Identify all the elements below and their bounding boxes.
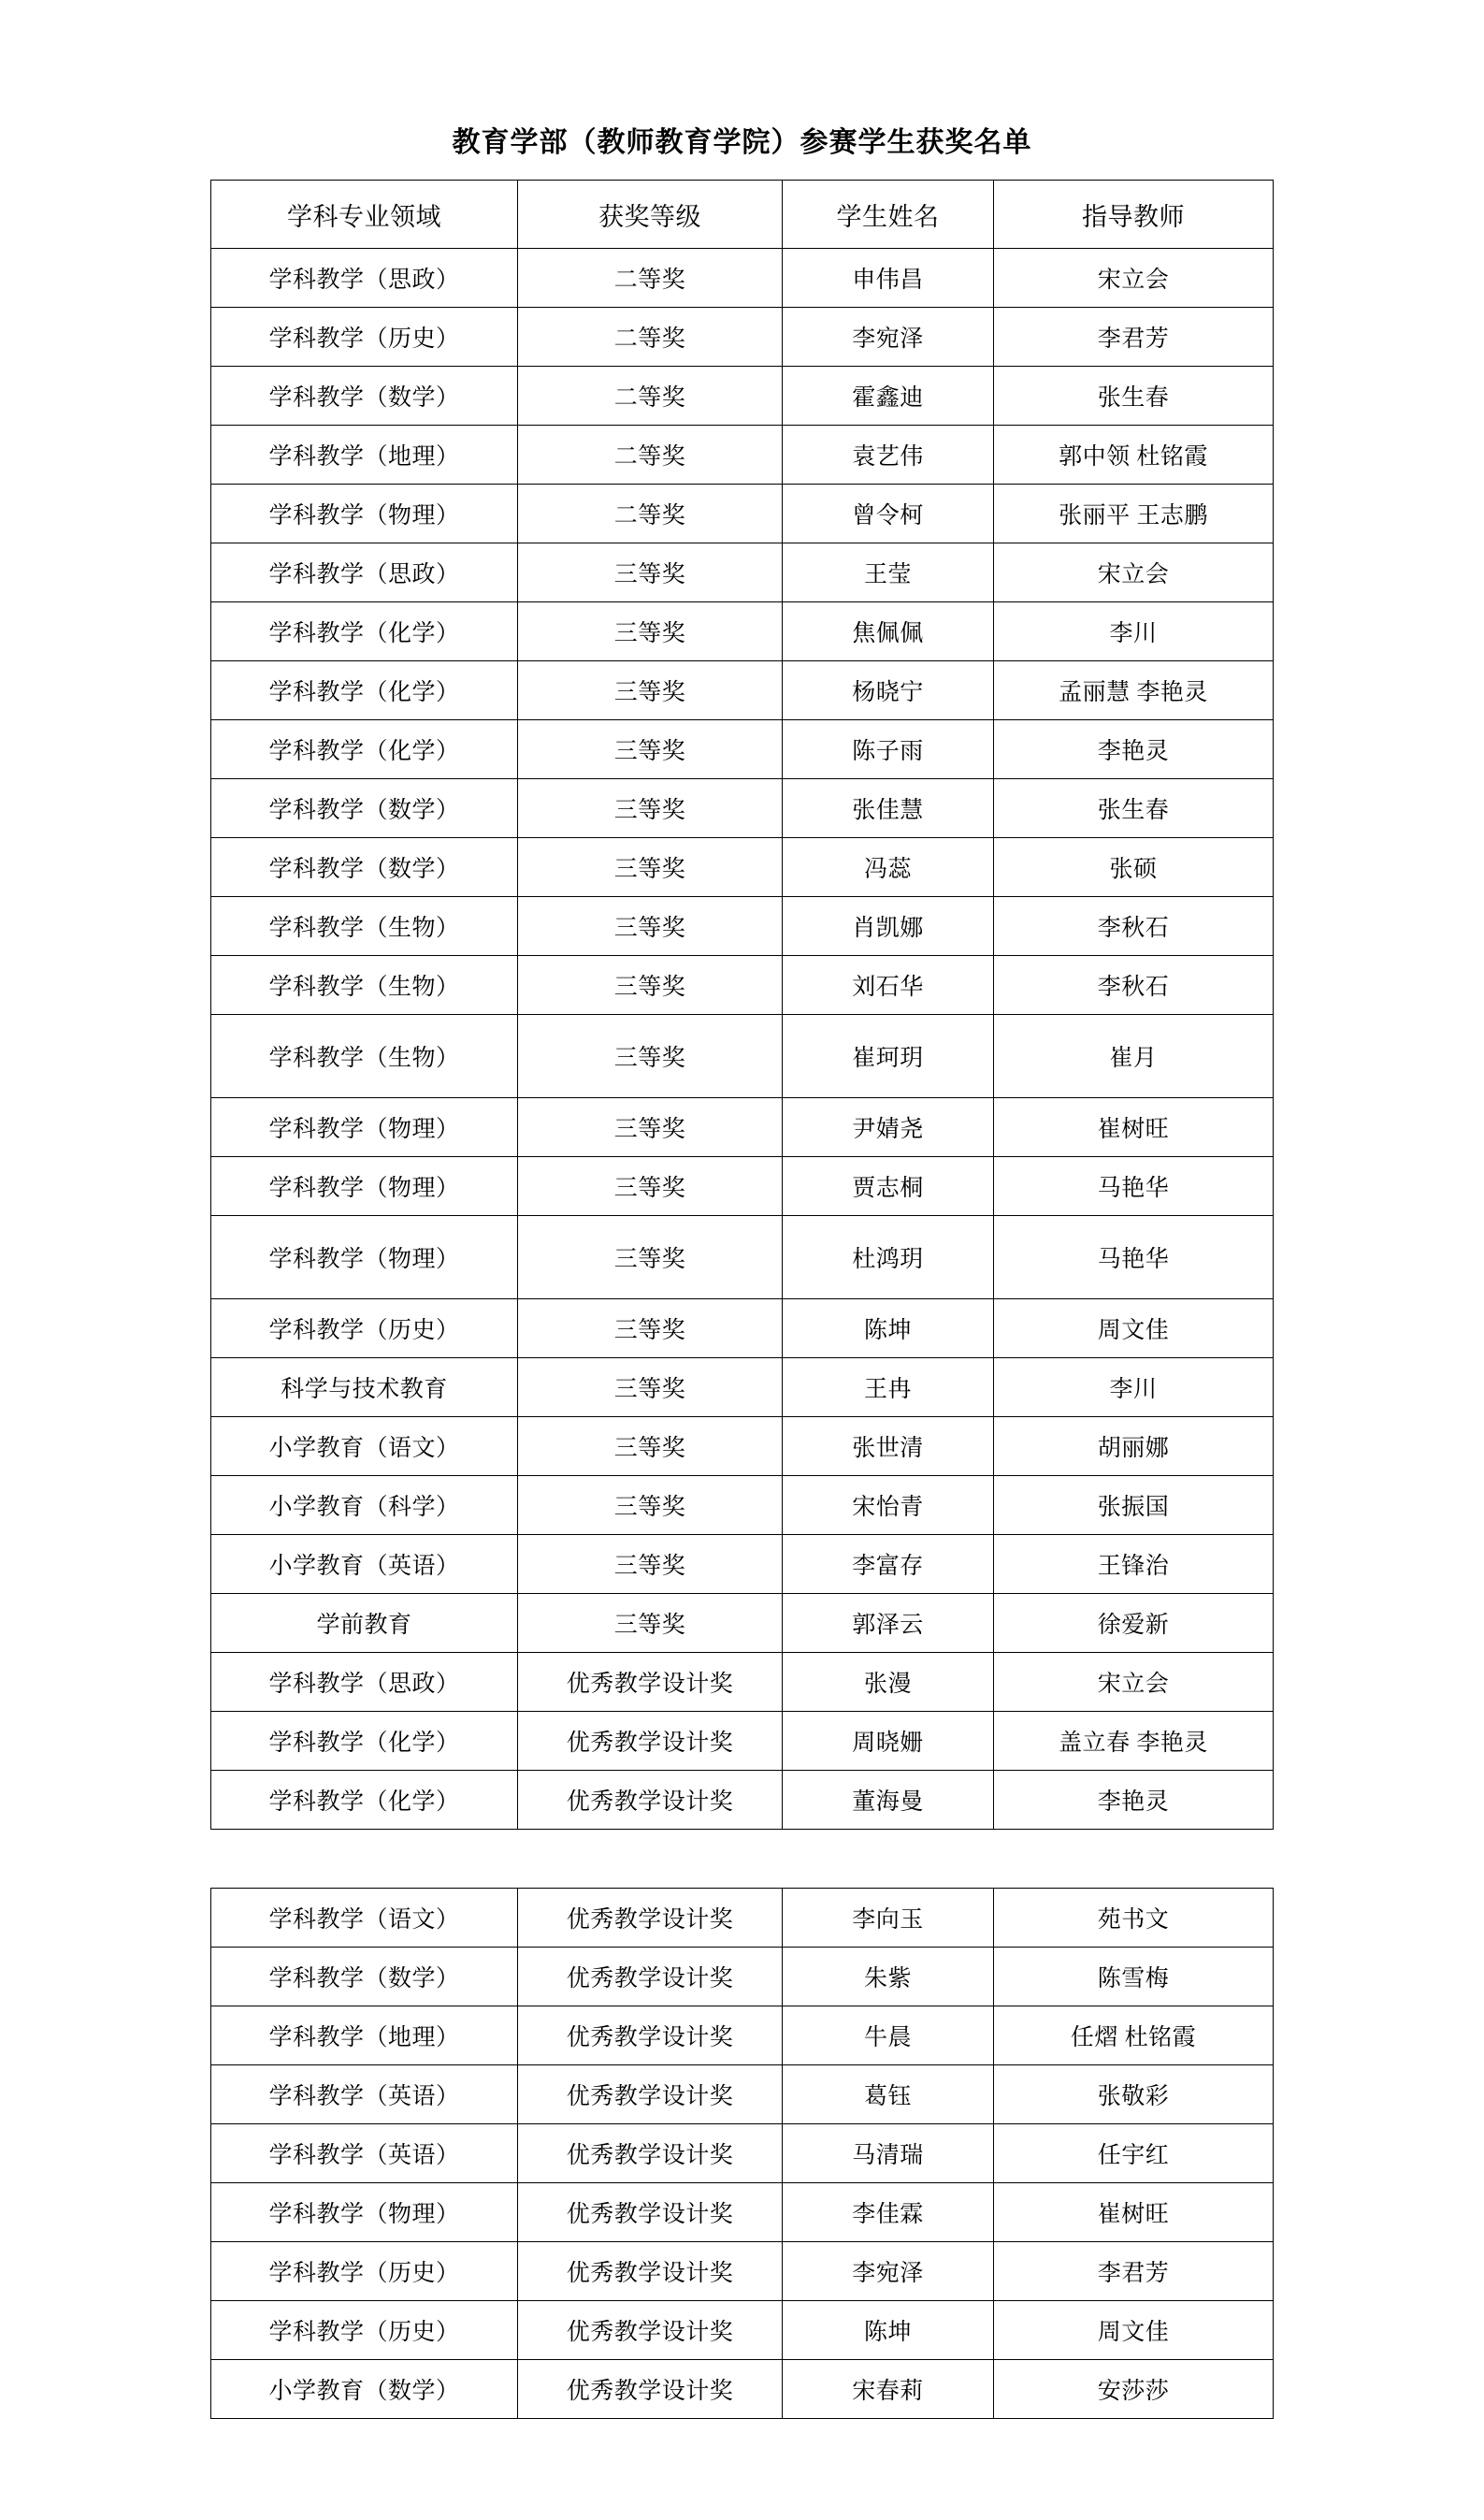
- cell-advisor: 崔树旺: [994, 1098, 1274, 1157]
- cell-student-name: 陈子雨: [783, 720, 994, 779]
- cell-student-name: 霍鑫迪: [783, 367, 994, 426]
- column-header-award-level: 获奖等级: [518, 181, 783, 249]
- cell-student-name: 崔珂玥: [783, 1015, 994, 1098]
- cell-advisor: 张丽平 王志鹏: [994, 485, 1274, 543]
- cell-student-name: 李宛泽: [783, 2242, 994, 2301]
- cell-student-name: 宋春莉: [783, 2360, 994, 2419]
- cell-advisor: 李艳灵: [994, 1771, 1274, 1830]
- cell-award-level: 优秀教学设计奖: [518, 2301, 783, 2360]
- table-row: [211, 1712, 1274, 1771]
- cell-student-name: 申伟昌: [783, 249, 994, 308]
- cell-advisor: 张生春: [994, 779, 1274, 838]
- table-row: [211, 1157, 1274, 1216]
- cell-award-level: 优秀教学设计奖: [518, 2006, 783, 2065]
- cell-student-name: 贾志桐: [783, 1157, 994, 1216]
- cell-student-name: 马清瑞: [783, 2124, 994, 2183]
- cell-advisor: 宋立会: [994, 1653, 1274, 1712]
- cell-award-level: 优秀教学设计奖: [518, 1948, 783, 2006]
- cell-student-name: 张漫: [783, 1653, 994, 1712]
- cell-award-level: 三等奖: [518, 1535, 783, 1594]
- cell-award-level: 优秀教学设计奖: [518, 2124, 783, 2183]
- cell-field: 学科教学（物理）: [211, 2183, 518, 2242]
- cell-field: 学科教学（化学）: [211, 720, 518, 779]
- cell-field: 学科教学（思政）: [211, 249, 518, 308]
- table-row: [211, 2183, 1274, 2242]
- cell-student-name: 刘石华: [783, 956, 994, 1015]
- cell-award-level: 三等奖: [518, 838, 783, 897]
- cell-award-level: 三等奖: [518, 1098, 783, 1157]
- cell-field: 学前教育: [211, 1594, 518, 1653]
- table-row: [211, 1889, 1274, 1948]
- cell-award-level: 三等奖: [518, 1216, 783, 1299]
- cell-advisor: 李川: [994, 1358, 1274, 1417]
- cell-award-level: 优秀教学设计奖: [518, 2242, 783, 2301]
- award-table: [210, 180, 1274, 2419]
- cell-advisor: 周文佳: [994, 1299, 1274, 1358]
- cell-award-level: 三等奖: [518, 1358, 783, 1417]
- cell-field: 学科教学（物理）: [211, 1216, 518, 1299]
- cell-advisor: 孟丽慧 李艳灵: [994, 661, 1274, 720]
- cell-field: 学科教学（英语）: [211, 2124, 518, 2183]
- cell-advisor: 张敬彩: [994, 2065, 1274, 2124]
- cell-student-name: 张佳慧: [783, 779, 994, 838]
- cell-award-level: 优秀教学设计奖: [518, 1712, 783, 1771]
- cell-field: 学科教学（化学）: [211, 602, 518, 661]
- table-body: [211, 249, 1274, 2419]
- cell-advisor: 任宇红: [994, 2124, 1274, 2183]
- table-row: [211, 1535, 1274, 1594]
- cell-field: 学科教学（生物）: [211, 956, 518, 1015]
- cell-field: 学科教学（数学）: [211, 779, 518, 838]
- cell-student-name: 朱紫: [783, 1948, 994, 2006]
- cell-student-name: 肖凯娜: [783, 897, 994, 956]
- cell-student-name: 宋怡青: [783, 1476, 994, 1535]
- cell-award-level: 三等奖: [518, 1476, 783, 1535]
- cell-award-level: 三等奖: [518, 720, 783, 779]
- cell-field: 学科教学（思政）: [211, 543, 518, 602]
- table-row: [211, 2065, 1274, 2124]
- cell-advisor: 李君芳: [994, 308, 1274, 367]
- cell-field: 学科教学（英语）: [211, 2065, 518, 2124]
- cell-student-name: 王莹: [783, 543, 994, 602]
- cell-student-name: 尹婧尧: [783, 1098, 994, 1157]
- cell-advisor: 陈雪梅: [994, 1948, 1274, 2006]
- table-row: [211, 1476, 1274, 1535]
- cell-award-level: 二等奖: [518, 367, 783, 426]
- cell-student-name: 杨晓宁: [783, 661, 994, 720]
- table-row: [211, 485, 1274, 543]
- cell-student-name: 郭泽云: [783, 1594, 994, 1653]
- table-row: [211, 1358, 1274, 1417]
- cell-student-name: 曾令柯: [783, 485, 994, 543]
- cell-advisor: 徐爱新: [994, 1594, 1274, 1653]
- table-row: [211, 426, 1274, 485]
- table-row: [211, 897, 1274, 956]
- table-row: [211, 720, 1274, 779]
- cell-award-level: 二等奖: [518, 249, 783, 308]
- cell-advisor: 李秋石: [994, 956, 1274, 1015]
- cell-field: 学科教学（物理）: [211, 1157, 518, 1216]
- table-row: [211, 543, 1274, 602]
- cell-advisor: 李川: [994, 602, 1274, 661]
- cell-advisor: 王锋治: [994, 1535, 1274, 1594]
- cell-award-level: 三等奖: [518, 602, 783, 661]
- cell-advisor: 李艳灵: [994, 720, 1274, 779]
- cell-award-level: 优秀教学设计奖: [518, 1889, 783, 1948]
- table-header: [211, 181, 1274, 249]
- cell-student-name: 杜鸿玥: [783, 1216, 994, 1299]
- cell-student-name: 王冉: [783, 1358, 994, 1417]
- cell-advisor: 崔月: [994, 1015, 1274, 1098]
- cell-advisor: 马艳华: [994, 1157, 1274, 1216]
- cell-award-level: 二等奖: [518, 426, 783, 485]
- cell-award-level: 优秀教学设计奖: [518, 2065, 783, 2124]
- cell-advisor: 李君芳: [994, 2242, 1274, 2301]
- table-row: [211, 1653, 1274, 1712]
- table-row: [211, 1098, 1274, 1157]
- cell-advisor: 安莎莎: [994, 2360, 1274, 2419]
- cell-field: 学科教学（数学）: [211, 838, 518, 897]
- cell-field: 学科教学（化学）: [211, 1771, 518, 1830]
- page-break-gap: [211, 1830, 1274, 1889]
- cell-student-name: 李佳霖: [783, 2183, 994, 2242]
- cell-student-name: 陈坤: [783, 1299, 994, 1358]
- cell-advisor: 崔树旺: [994, 2183, 1274, 2242]
- page-break-spacer: [211, 1830, 1274, 1889]
- cell-advisor: 马艳华: [994, 1216, 1274, 1299]
- cell-field: 学科教学（数学）: [211, 367, 518, 426]
- cell-advisor: 宋立会: [994, 543, 1274, 602]
- cell-award-level: 三等奖: [518, 1594, 783, 1653]
- cell-student-name: 袁艺伟: [783, 426, 994, 485]
- table-row: [211, 1948, 1274, 2006]
- cell-student-name: 李富存: [783, 1535, 994, 1594]
- cell-field: 学科教学（物理）: [211, 1098, 518, 1157]
- cell-field: 学科教学（历史）: [211, 308, 518, 367]
- column-header-advisor: 指导教师: [994, 181, 1274, 249]
- cell-field: 学科教学（思政）: [211, 1653, 518, 1712]
- cell-field: 小学教育（语文）: [211, 1417, 518, 1476]
- cell-field: 学科教学（地理）: [211, 2006, 518, 2065]
- cell-student-name: 李向玉: [783, 1889, 994, 1948]
- cell-award-level: 二等奖: [518, 308, 783, 367]
- cell-field: 小学教育（英语）: [211, 1535, 518, 1594]
- cell-field: 学科教学（物理）: [211, 485, 518, 543]
- cell-student-name: 李宛泽: [783, 308, 994, 367]
- table-row: [211, 2360, 1274, 2419]
- cell-award-level: 三等奖: [518, 1157, 783, 1216]
- column-header-student-name: 学生姓名: [783, 181, 994, 249]
- table-header-row: [211, 181, 1274, 249]
- table-row: [211, 1216, 1274, 1299]
- cell-field: 学科教学（化学）: [211, 661, 518, 720]
- cell-award-level: 优秀教学设计奖: [518, 1653, 783, 1712]
- table-row: [211, 602, 1274, 661]
- cell-award-level: 三等奖: [518, 779, 783, 838]
- cell-student-name: 陈坤: [783, 2301, 994, 2360]
- table-row: [211, 1594, 1274, 1653]
- table-row: [211, 2242, 1274, 2301]
- cell-advisor: 胡丽娜: [994, 1417, 1274, 1476]
- cell-advisor: 宋立会: [994, 249, 1274, 308]
- column-header-field: 学科专业领域: [211, 181, 518, 249]
- cell-advisor: 郭中领 杜铭霞: [994, 426, 1274, 485]
- cell-field: 学科教学（历史）: [211, 1299, 518, 1358]
- cell-field: 学科教学（生物）: [211, 897, 518, 956]
- cell-award-level: 优秀教学设计奖: [518, 1771, 783, 1830]
- cell-field: 学科教学（数学）: [211, 1948, 518, 2006]
- cell-award-level: 三等奖: [518, 1015, 783, 1098]
- cell-field: 学科教学（历史）: [211, 2301, 518, 2360]
- table-row: [211, 661, 1274, 720]
- cell-award-level: 三等奖: [518, 661, 783, 720]
- cell-advisor: 张硕: [994, 838, 1274, 897]
- cell-advisor: 盖立春 李艳灵: [994, 1712, 1274, 1771]
- table-row: [211, 2006, 1274, 2065]
- cell-advisor: 张生春: [994, 367, 1274, 426]
- cell-student-name: 牛晨: [783, 2006, 994, 2065]
- cell-advisor: 张振国: [994, 1476, 1274, 1535]
- cell-field: 学科教学（语文）: [211, 1889, 518, 1948]
- table-row: [211, 2301, 1274, 2360]
- table-row: [211, 308, 1274, 367]
- award-table-container: [210, 180, 1273, 2419]
- cell-student-name: 周晓姗: [783, 1712, 994, 1771]
- cell-award-level: 三等奖: [518, 897, 783, 956]
- table-row: [211, 838, 1274, 897]
- cell-advisor: 苑书文: [994, 1889, 1274, 1948]
- cell-advisor: 周文佳: [994, 2301, 1274, 2360]
- table-row: [211, 1417, 1274, 1476]
- cell-field: 科学与技术教育: [211, 1358, 518, 1417]
- cell-student-name: 张世清: [783, 1417, 994, 1476]
- table-row: [211, 1299, 1274, 1358]
- cell-field: 学科教学（生物）: [211, 1015, 518, 1098]
- table-row: [211, 1015, 1274, 1098]
- cell-field: 学科教学（化学）: [211, 1712, 518, 1771]
- cell-award-level: 优秀教学设计奖: [518, 2360, 783, 2419]
- cell-student-name: 焦佩佩: [783, 602, 994, 661]
- cell-student-name: 董海曼: [783, 1771, 994, 1830]
- cell-award-level: 三等奖: [518, 543, 783, 602]
- table-row: [211, 779, 1274, 838]
- cell-student-name: 冯蕊: [783, 838, 994, 897]
- page-title: 教育学部（教师教育学院）参赛学生获奖名单: [452, 127, 1032, 158]
- cell-field: 学科教学（地理）: [211, 426, 518, 485]
- table-row: [211, 1771, 1274, 1830]
- table-row: [211, 367, 1274, 426]
- cell-student-name: 葛钰: [783, 2065, 994, 2124]
- cell-field: 小学教育（数学）: [211, 2360, 518, 2419]
- cell-field: 小学教育（科学）: [211, 1476, 518, 1535]
- table-row: [211, 249, 1274, 308]
- table-row: [211, 956, 1274, 1015]
- cell-advisor: 任熠 杜铭霞: [994, 2006, 1274, 2065]
- cell-award-level: 三等奖: [518, 956, 783, 1015]
- cell-award-level: 二等奖: [518, 485, 783, 543]
- cell-advisor: 李秋石: [994, 897, 1274, 956]
- cell-field: 学科教学（历史）: [211, 2242, 518, 2301]
- cell-award-level: 优秀教学设计奖: [518, 2183, 783, 2242]
- cell-award-level: 三等奖: [518, 1417, 783, 1476]
- cell-award-level: 三等奖: [518, 1299, 783, 1358]
- table-row: [211, 2124, 1274, 2183]
